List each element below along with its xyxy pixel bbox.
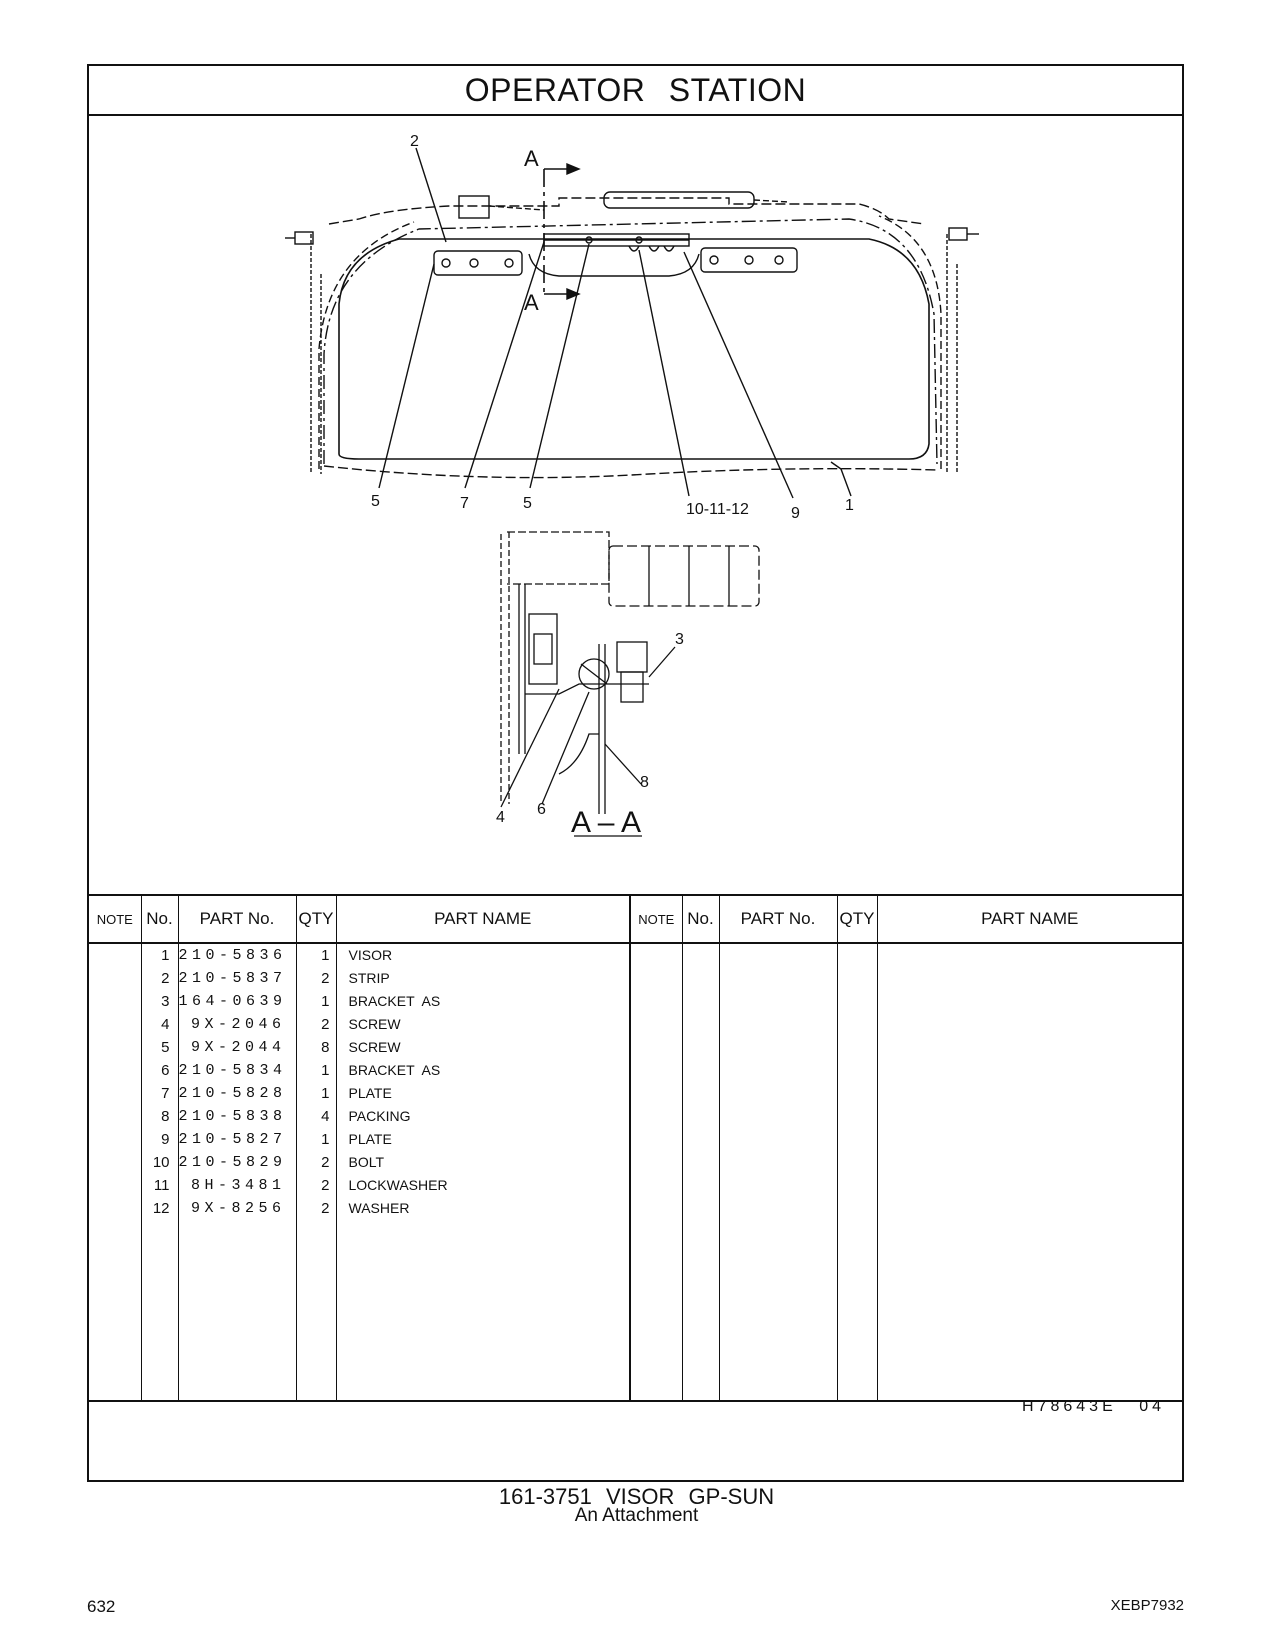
table-cell-part-name: PLATE (348, 1085, 392, 1101)
qty-column-right (837, 943, 877, 1401)
header-no: No. (141, 895, 178, 943)
table-cell-qty: 2 (321, 1154, 330, 1171)
table-cell-part-name: BRACKET AS (348, 1062, 441, 1078)
table-cell-part-no: 9X-8256 (190, 1200, 286, 1217)
header-part-name: PART NAME (336, 895, 630, 943)
table-cell-part-name: VISOR (348, 947, 393, 963)
part-no-column (178, 943, 296, 1401)
callout-9: 9 (791, 505, 800, 522)
table-cell-part-no: 210-5838 (178, 1108, 287, 1125)
parts-illustration (89, 114, 1182, 894)
table-cell-no: 1 (161, 947, 170, 964)
table-cell-qty: 1 (321, 993, 330, 1010)
table-cell-no: 4 (161, 1016, 170, 1033)
table-cell-part-no: 9X-2044 (190, 1039, 286, 1056)
callout-1: 1 (845, 497, 854, 514)
table-cell-no: 7 (161, 1085, 170, 1102)
header-note-right: NOTE (630, 895, 682, 943)
visor-drawing (89, 114, 1182, 894)
table-cell-part-name: SCREW (348, 1039, 401, 1055)
parts-table (89, 894, 1182, 1402)
table-body-row (89, 943, 1182, 1401)
table-cell-no: 11 (153, 1177, 170, 1194)
table-cell-qty: 8 (321, 1039, 330, 1056)
callout-7: 7 (460, 495, 469, 512)
table-cell-no: 8 (161, 1108, 170, 1125)
callout-8: 8 (640, 774, 649, 791)
illustration-code: H78643E 04 (1022, 1398, 1165, 1415)
no-column-right (682, 943, 719, 1401)
table-cell-no: 12 (152, 1200, 170, 1217)
section-marker-bottom: A (524, 290, 539, 315)
header-qty: QTY (296, 895, 336, 943)
no-column (141, 943, 178, 1401)
qty-column (296, 943, 336, 1401)
table-cell-qty: 2 (321, 970, 330, 987)
table-cell-no: 6 (161, 1062, 170, 1079)
table-cell-qty: 4 (321, 1108, 330, 1125)
note-column-right (630, 943, 682, 1401)
callout-3: 3 (675, 631, 684, 648)
table-cell-part-name: PACKING (348, 1108, 411, 1124)
header-qty-right: QTY (837, 895, 877, 943)
callout-10-11-12: 10-11-12 (686, 501, 749, 518)
part-no-column-right (719, 943, 837, 1401)
callout-6: 6 (537, 801, 546, 818)
table-cell-part-no: 210-5828 (178, 1085, 287, 1102)
header-note: NOTE (89, 895, 141, 943)
group-subcaption: An Attachment (574, 1505, 699, 1526)
table-cell-part-name: SCREW (348, 1016, 401, 1032)
table-cell-qty: 1 (321, 1131, 330, 1148)
page-title: OPERATOR STATION (89, 66, 1182, 116)
table-cell-qty: 1 (321, 1085, 330, 1102)
table-cell-no: 3 (161, 993, 170, 1010)
header-part-no: PART No. (178, 895, 296, 943)
table-cell-qty: 2 (321, 1200, 330, 1217)
header-part-no-right: PART No. (719, 895, 837, 943)
table-cell-qty: 2 (321, 1177, 330, 1194)
table-cell-qty: 2 (321, 1016, 330, 1033)
parts-page-frame (87, 64, 1184, 1482)
table-cell-no: 5 (161, 1039, 170, 1056)
table-cell-part-no: 164-0639 (178, 993, 287, 1010)
table-cell-part-name: WASHER (348, 1200, 410, 1216)
table-cell-part-no: 210-5829 (178, 1154, 287, 1171)
document-id: XEBP7932 (1110, 1597, 1184, 1614)
table-cell-no: 10 (152, 1154, 170, 1171)
table-cell-part-no: 8H-3481 (190, 1177, 286, 1194)
table-cell-part-no: 9X-2046 (190, 1016, 286, 1033)
table-cell-part-no: 210-5827 (178, 1131, 287, 1148)
table-cell-part-name: LOCKWASHER (348, 1177, 448, 1193)
table-cell-part-no: 210-5834 (178, 1062, 287, 1079)
table-cell-part-no: 210-5837 (178, 970, 287, 987)
table-cell-no: 2 (161, 970, 170, 987)
callout-5-center: 5 (523, 495, 532, 512)
callout-5-left: 5 (371, 493, 380, 510)
page-number: 632 (87, 1597, 116, 1616)
table-cell-qty: 1 (321, 947, 330, 964)
table-cell-no: 9 (161, 1131, 170, 1148)
table-header-row (89, 895, 1182, 943)
part-name-column-right (877, 943, 1182, 1401)
table-cell-part-name: PLATE (348, 1131, 392, 1147)
header-part-name-right: PART NAME (877, 895, 1182, 943)
part-name-column (336, 943, 630, 1401)
section-title: A – A (571, 806, 642, 839)
section-marker-top: A (524, 146, 539, 171)
note-column (89, 943, 141, 1401)
table-cell-part-name: BOLT (348, 1154, 385, 1170)
callout-2: 2 (410, 133, 419, 150)
table-cell-part-name: STRIP (348, 970, 390, 986)
table-cell-qty: 1 (321, 1062, 330, 1079)
callout-4: 4 (496, 809, 505, 826)
header-no-right: No. (682, 895, 719, 943)
group-caption: 161-3751 VISOR GP-SUN (498, 1484, 775, 1509)
table-cell-part-no: 210-5836 (178, 947, 287, 964)
table-cell-part-name: BRACKET AS (348, 993, 441, 1009)
